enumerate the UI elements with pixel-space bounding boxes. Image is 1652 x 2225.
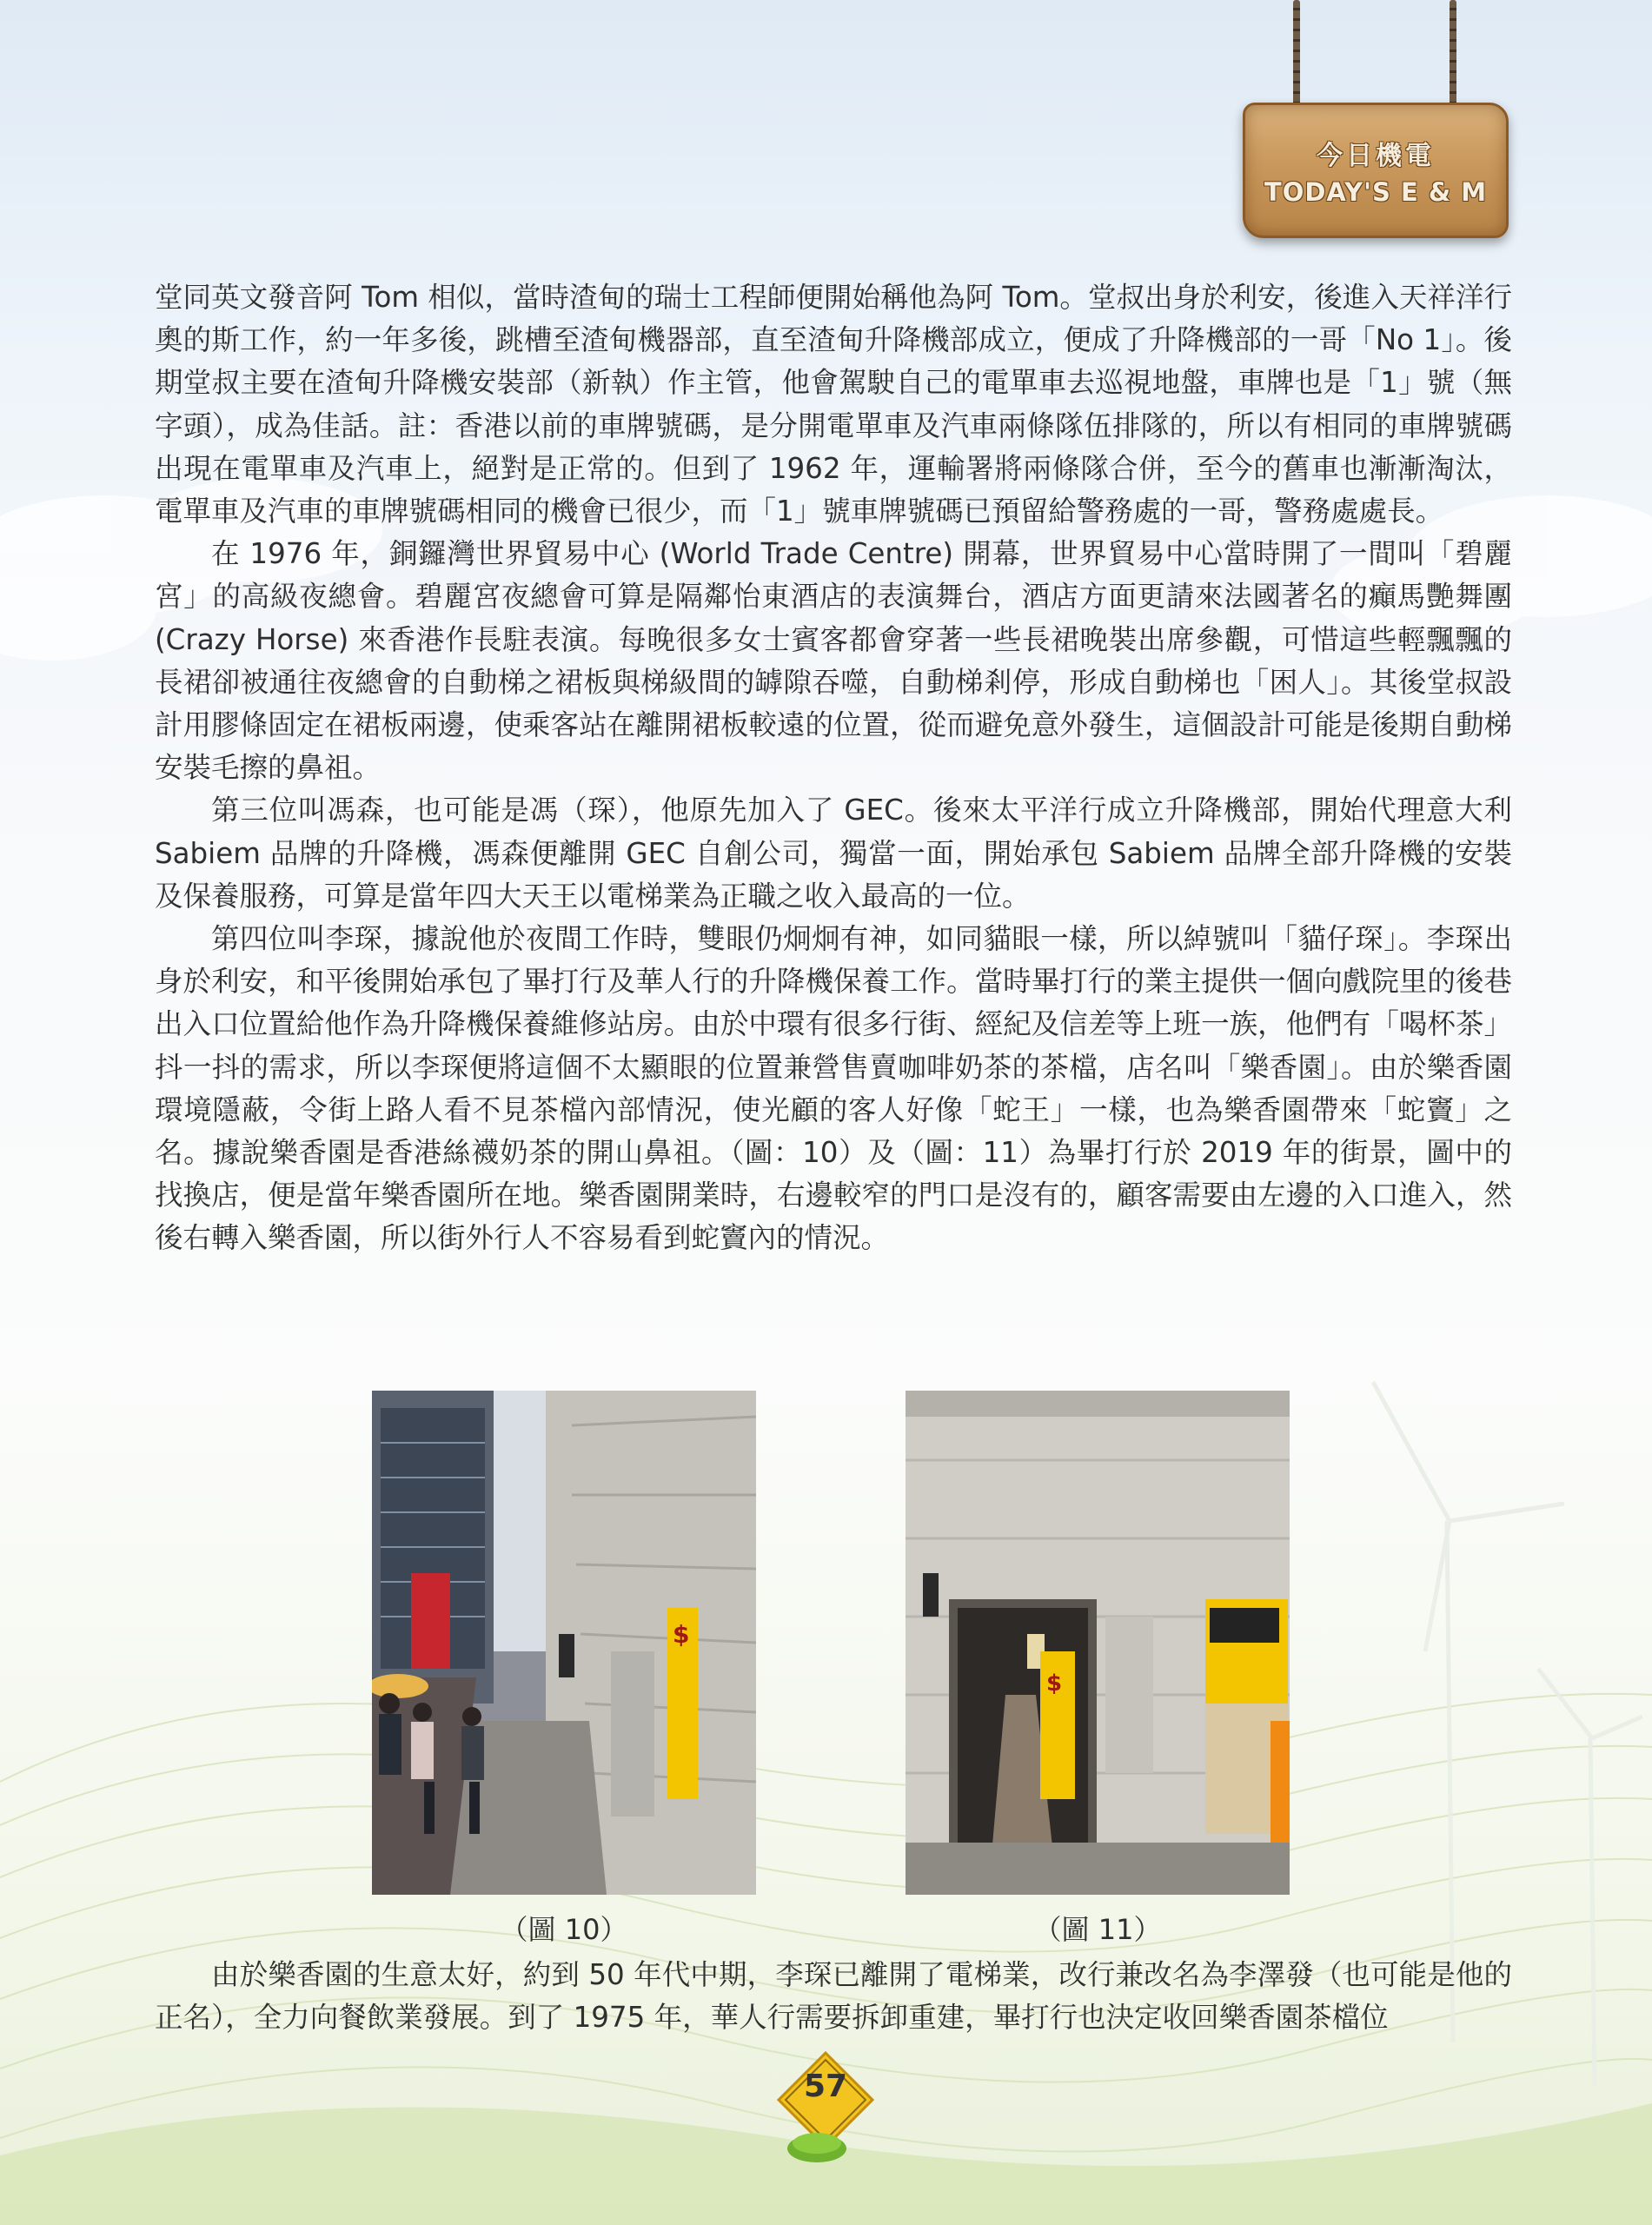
paragraph-2: 在 1976 年，銅鑼灣世界貿易中心 (World Trade Centre) 開幕，世界貿易中心當時開了一間叫「碧麗宮」的高級夜總會。碧麗宮夜總會可算是隔鄰怡東酒店的表演舞台，酒店方面更請來法國著名的癲馬艷舞團 (Crazy Horse) 來香港作長駐表演。每晚很多女士賓客都會穿著一些長裙晚裝出席參觀，可惜這些輕飄飄的長裙卻被通往夜總會的自動梯之裙板與梯級間的罅隙吞噬，自動梯剎停，形成自動梯也「困人」。其後堂叔設計用膠條固定在裙板兩邊，使乘客站在離開裙板較遠的位置，從而避免意外發生，這個設計可能是後期自動梯安裝毛擦的鼻祖。: [155, 537, 1512, 785]
paragraph-3: 第三位叫馮森，也可能是馮（琛），他原先加入了 GEC。後來太平洋行成立升降機部，開始代理意大利 Sabiem 品牌的升降機，馮森便離開 GEC 自創公司，獨當一面，開始承包 Sabiem 品牌全部升降機的安裝及保養服務，可算是當年四大天王以電梯業為正職之收入最高的一位。: [155, 794, 1512, 913]
page-number: 57: [803, 2069, 848, 2104]
paragraph-4: 第四位叫李琛，據說他於夜間工作時，雙眼仍炯炯有神，如同貓眼一樣，所以綽號叫「貓仔琛」。李琛出身於利安，和平後開始承包了畢打行及華人行的升降機保養工作。當時畢打行的業主提供一個向戲院里的後巷出入口位置給他作為升降機保養維修站房。由於中環有很多行街、經紀及信差等上班一族，他們有「喝杯茶」抖一抖的需求，所以李琛便將這個不太顯眼的位置兼營售賣咖啡奶茶的茶檔，店名叫「樂香園」。由於樂香園環境隱蔽，令街上路人看不見茶檔內部情況，使光顧的客人好像「蛇王」一樣，也為樂香園帶來「蛇竇」之名。據說樂香園是香港絲襪奶茶的開山鼻祖。（圖：10）及（圖：11）為畢打行於 2019 年的街景，圖中的找換店，便是當年樂香園所在地。樂香園開業時，右邊較窄的門口是沒有的，顧客需要由左邊的入口進入，然後右轉入樂香園，所以街外行人不容易看到蛇竇內的情況。: [155, 922, 1512, 1255]
chain-right: [1450, 0, 1456, 108]
section-sign: [1234, 0, 1521, 252]
chain-left: [1293, 0, 1300, 108]
closing-paragraph: 由於樂香園的生意太好，約到 50 年代中期，李琛已離開了電梯業，改行兼改名為李澤發（也可能是他的正名），全力向餐飲業發展。到了 1975 年，華人行需要拆卸重建，畢打行也決定收回樂香園茶檔位: [155, 1958, 1512, 2035]
wooden-sign-board: [1243, 103, 1509, 238]
paragraph-1: 堂同英文發音阿 Tom 相似，當時渣甸的瑞士工程師便開始稱他為阿 Tom。堂叔出身於利安，後進入天祥洋行奧的斯工作，約一年多後，跳槽至渣甸機器部，直至渣甸升降機部成立，便成了升降機部的一哥「No 1」。後期堂叔主要在渣甸升降機安裝部（新執）作主管，他會駕駛自己的電單車去巡視地盤，車牌也是「1」號（無字頭），成為佳話。註：香港以前的車牌號碼，是分開電單車及汽車兩條隊伍排隊的，所以有相同的車牌號碼出現在電單車及汽車上，絕對是正常的。但到了 1962 年，運輸署將兩條隊合併，至今的舊車也漸漸淘汰，電單車及汽車的車牌號碼相同的機會已很少，而「1」號車牌號碼已預留給警務處的一哥，警務處處長。: [155, 281, 1512, 528]
svg-text:$: $: [1046, 1670, 1063, 1697]
figure-10-caption: （圖 10）: [500, 1913, 628, 1946]
article-body: [155, 276, 1512, 1260]
figure-11-caption: （圖 11）: [1033, 1913, 1162, 1946]
sign-subtitle: TODAY'S E & M: [1264, 177, 1488, 207]
sign-title: 今日機電: [1317, 141, 1435, 171]
closing-text: [155, 1954, 1512, 2039]
svg-text:$: $: [673, 1620, 690, 1649]
figure-10-photo: [372, 1391, 756, 1895]
figure-11-photo: [906, 1391, 1290, 1895]
page-number-badge: [773, 2051, 878, 2164]
